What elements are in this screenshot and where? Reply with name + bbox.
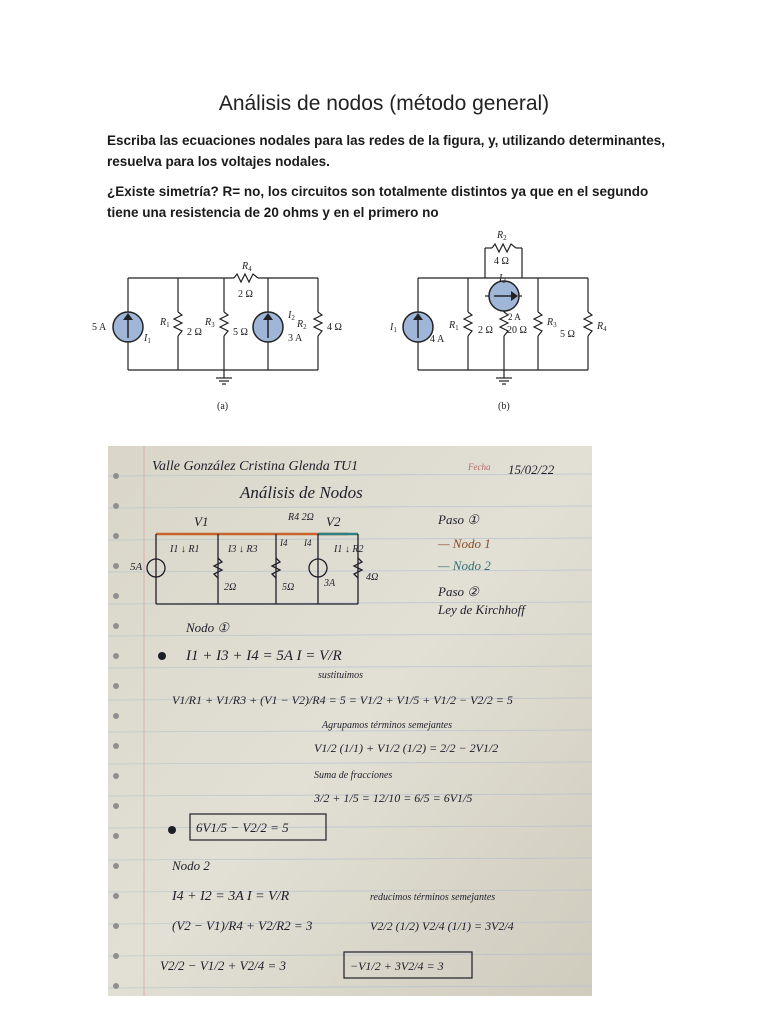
svg-text:R2: $R_2$ xyxy=(297,319,307,331)
svg-text:I1 + I3 + I4 = 5A I = V/R: I1 + I3 + I4 = 5A I = V/R xyxy=(186,648,342,664)
svg-text:R3: $R_3$ xyxy=(205,317,215,329)
svg-text:Suma de fracciones: Suma de fracciones xyxy=(314,770,393,781)
svg-text:4 Ω: 4 Ω xyxy=(327,322,342,333)
svg-text:— Nodo 2: — Nodo 2 xyxy=(438,558,491,573)
svg-text:15/02/22: 15/02/22 xyxy=(508,462,555,477)
svg-text:— Nodo 1: — Nodo 1 xyxy=(438,536,491,551)
svg-text:Paso ②: Paso ② xyxy=(438,584,479,599)
svg-text:sustituimos: sustituimos xyxy=(318,670,364,681)
svg-text:I3 ↓ R3: I3 ↓ R3 xyxy=(228,544,258,555)
svg-text:3 A: 3 A xyxy=(288,333,303,344)
svg-text:I2: $I_2$ xyxy=(499,273,506,285)
svg-text:I1: $I_1$ xyxy=(390,322,397,334)
svg-text:I1 ↓ R2: I1 ↓ R2 xyxy=(334,544,364,555)
svg-text:R1: $R_1$ xyxy=(449,320,459,332)
page-title: Análisis de nodos (método general) xyxy=(218,92,550,115)
svg-text:R4: $R_4$ xyxy=(242,261,252,273)
svg-text:I1 ↓ R1: I1 ↓ R1 xyxy=(170,544,200,555)
svg-text:(V2 − V1)/R4 + V2/R2 = 3: (V2 − V1)/R4 + V2/R2 = 3 xyxy=(172,918,313,933)
svg-text:2 Ω: 2 Ω xyxy=(238,289,253,300)
svg-text:Agrupamos términos semejantes: Agrupamos términos semejantes xyxy=(322,720,452,731)
svg-text:Análisis de Nodos: Análisis de Nodos xyxy=(240,483,363,502)
svg-text:5Ω: 5Ω xyxy=(282,582,295,593)
svg-text:I2: $I_2$ xyxy=(288,310,295,322)
svg-text:5A: 5A xyxy=(130,561,143,573)
svg-text:Paso ①: Paso ① xyxy=(438,512,479,527)
svg-text:6V1/5 − V2/2 = 5: 6V1/5 − V2/2 = 5 xyxy=(196,820,289,835)
svg-text:2 A: 2 A xyxy=(508,312,521,322)
instructions-paragraph: Escriba las ecuaciones nodales para las redes de la figura, y, utilizando determinantes, resuelva para los voltajes nodales. xyxy=(107,133,665,169)
svg-text:V1/2 (1/1) + V1/2 (1/2) = 2/2: V1/2 (1/1) + V1/2 (1/2) = 2/2 − 2V1/2 xyxy=(314,741,499,755)
svg-text:2 Ω: 2 Ω xyxy=(478,325,493,336)
svg-text:4 A: 4 A xyxy=(430,334,445,345)
svg-text:V1/R1 + V1/R3 + (V1 − V2)/R4 =: V1/R1 + V1/R3 + (V1 − V2)/R4 = 5 = V1/2 + V1/5 + V1/2 − V2/2 = 5 xyxy=(172,693,513,707)
svg-text:3/2 + 1/5 = 12/10 = 6/5 = 6V1/: 3/2 + 1/5 = 12/10 = 6/5 = 6V1/5 xyxy=(314,791,473,805)
svg-text:3A: 3A xyxy=(324,578,336,589)
svg-text:reducimos términos semejantes: reducimos términos semejantes xyxy=(370,892,496,903)
svg-text:5 Ω: 5 Ω xyxy=(560,329,575,340)
svg-text:2 Ω: 2 Ω xyxy=(187,327,202,338)
svg-text:4 Ω: 4 Ω xyxy=(494,256,509,267)
svg-text:−V1/2 + 3V2/4 = 3: −V1/2 + 3V2/4 = 3 xyxy=(350,959,444,973)
svg-text:V2: V2 xyxy=(326,514,341,529)
symmetry-answer-paragraph: ¿Existe simetría? R= no, los circuitos son totalmente distintos ya que en el segundo tiene una resistencia de 20 ohms y en el primero no xyxy=(107,184,649,220)
svg-text:Fecha: Fecha xyxy=(468,462,491,472)
svg-text:R4: $R_4$ xyxy=(597,321,607,333)
svg-text:I4 + I2 = 3A I = V/R: I4 + I2 = 3A I = V/R xyxy=(172,889,290,904)
handwritten-notes-photo xyxy=(108,446,592,996)
svg-text:I4: I4 xyxy=(280,538,288,548)
fig-b-caption: (b) xyxy=(498,401,510,412)
svg-text:Ley de Kirchhoff: Ley de Kirchhoff xyxy=(438,602,525,617)
svg-text:2Ω: 2Ω xyxy=(224,582,237,593)
svg-text:I1: $I_1$ xyxy=(144,333,151,345)
svg-text:R1: $R_1$ xyxy=(160,317,170,329)
svg-text:I4: I4 xyxy=(304,538,312,548)
svg-text:5 Ω: 5 Ω xyxy=(233,327,248,338)
fig-a-source-label: 5 A xyxy=(92,322,107,333)
svg-text:R4 2Ω: R4 2Ω xyxy=(288,512,314,523)
circuit-figures xyxy=(0,0,768,440)
svg-text:Valle González Cristina Glenda: Valle González Cristina Glenda TU1 xyxy=(152,459,359,474)
svg-text:V2/2 − V1/2 + V2/4 = 3: V2/2 − V1/2 + V2/4 = 3 xyxy=(160,958,286,973)
svg-text:Nodo ①: Nodo ① xyxy=(186,620,230,635)
svg-text:V2/2 (1/2) V2/4 (1/1) = 3V2/4: V2/2 (1/2) V2/4 (1/1) = 3V2/4 xyxy=(370,919,514,933)
svg-text:V1: V1 xyxy=(194,514,209,529)
svg-text:4Ω: 4Ω xyxy=(366,572,379,583)
fig-a-caption: (a) xyxy=(217,401,229,412)
svg-text:20 Ω: 20 Ω xyxy=(507,325,527,336)
svg-text:R3: $R_3$ xyxy=(547,317,557,329)
svg-text:R2: $R_2$ xyxy=(497,230,507,242)
svg-text:Nodo 2: Nodo 2 xyxy=(172,858,210,873)
